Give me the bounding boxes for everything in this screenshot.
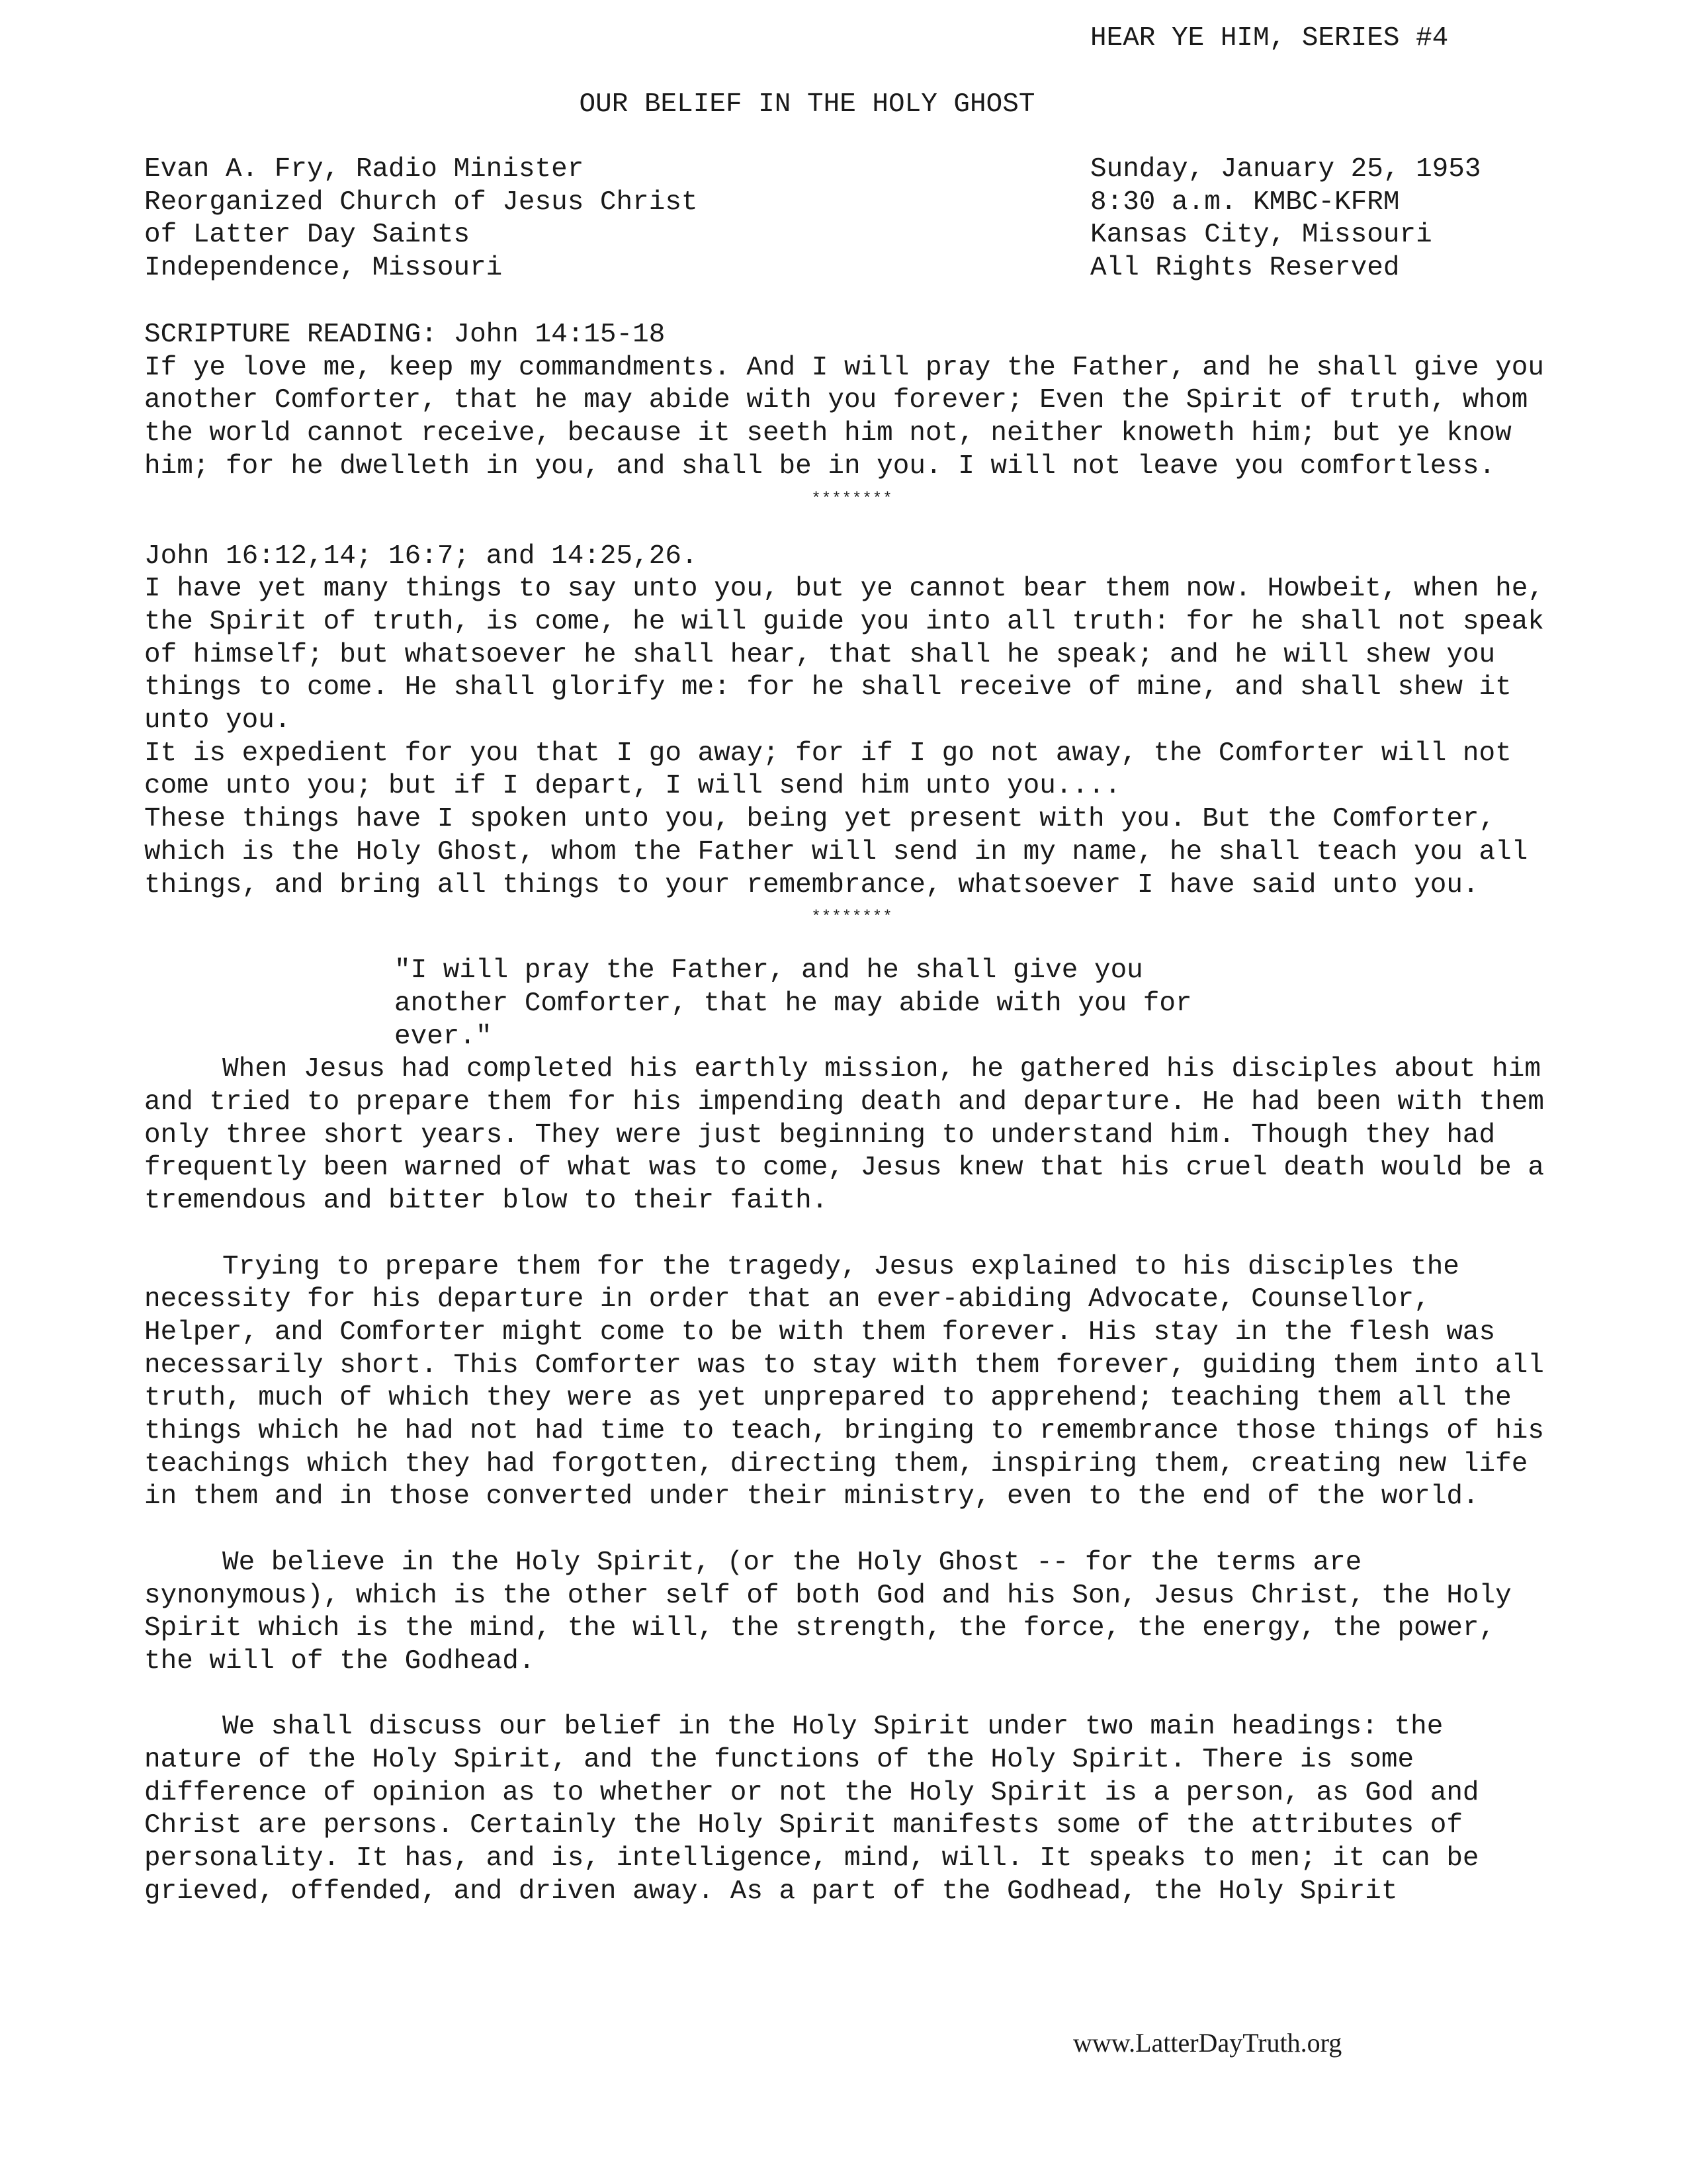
- broadcast-line: 8:30 a.m. KMBC-KFRM: [1090, 187, 1400, 218]
- body-paragraph: Trying to prepare them for the tragedy, Jesus explained to his disciples the necessity for his departure in order that an ever-abiding Advocate, Counsellor, Helper, and Comforter might come to be with them forever. His stay in the flesh was necessarily short. This Comforter was to stay with them forever, guiding them into all truth, much of which they were as yet unprepared to apprehend; teaching them all the things which he had not had time to teach, bringing to remembrance those things of his teachings which they had forgotten, directing them, inspiring them, creating new life in them and in those converted under their ministry, even to the end of the world.: [144, 1251, 1544, 1512]
- scripture-reading-2: [144, 541, 1547, 902]
- key-quote: "I will pray the Father, and he shall give you another Comforter, that he may abide with you for ever.": [394, 955, 1192, 1052]
- scripture-label: SCRIPTURE READING: John 14:15-18: [144, 320, 666, 350]
- author-block: [144, 153, 698, 284]
- scripture-text: If ye love me, keep my commandments. And I will pray the Father, and he shall give you another Comforter, that he may abide with you forever; Even the Spirit of truth, whom the world cannot receive, because it seeth him not, neither knoweth him; but ye know him; for he dwelleth in you, and shall be in you. I will not leave you comfortless.: [144, 352, 1544, 482]
- broadcast-line: Sunday, January 25, 1953: [1090, 154, 1481, 185]
- broadcast-line: All Rights Reserved: [1090, 252, 1400, 283]
- author-line: of Latter Day Saints: [144, 220, 470, 250]
- broadcast-block: [1090, 153, 1481, 284]
- scripture-label: John 16:12,14; 16:7; and 14:25,26.: [144, 541, 698, 572]
- author-line: Evan A. Fry, Radio Minister: [144, 154, 584, 185]
- author-line: Reorganized Church of Jesus Christ: [144, 187, 698, 218]
- sermon-title: OUR BELIEF IN THE HOLY GHOST: [579, 89, 1035, 120]
- scripture-paragraph: It is expedient for you that I go away; for if I go not away, the Comforter will not come unto you; but if I depart, I will send him unto you....: [144, 738, 1512, 802]
- scripture-paragraph: These things have I spoken unto you, being yet present with you. But the Comforter, which is the Holy Ghost, whom the Father will send in my name, he shall teach you all things, and bring all things to your remembrance, whatsoever I have said unto you.: [144, 804, 1528, 900]
- scripture-reading-1: [144, 319, 1547, 484]
- author-line: Independence, Missouri: [144, 252, 503, 283]
- broadcast-line: Kansas City, Missouri: [1090, 220, 1432, 250]
- section-separator: ********: [811, 908, 893, 927]
- series-heading: HEAR YE HIM, SERIES #4: [1090, 23, 1449, 54]
- website-footer: www.LatterDayTruth.org: [1073, 2028, 1342, 2058]
- body-paragraph: When Jesus had completed his earthly mission, he gathered his disciples about him and tried to prepare them for his impending death and departure. He had been with them only three short years. They were just beginning to understand him. Though they had frequently been warned of what was to come, Jesus knew that his cruel death would be a tremendous and bitter blow to their faith.: [144, 1054, 1544, 1217]
- body-paragraph: We believe in the Holy Spirit, (or the Holy Ghost -- for the terms are synonymous), which is the other self of both God and his Son, Jesus Christ, the Holy Spirit which is the mind, the will, the strength, the force, the energy, the power, the will of the Godhead.: [144, 1547, 1512, 1677]
- document-body: [144, 319, 1547, 1909]
- scripture-paragraph: I have yet many things to say unto you, but ye cannot bear them now. Howbeit, when he, the Spirit of truth, is come, he will guide you into all truth: for he shall not speak of himself; but whatsoever he shall hear, that shall he speak; and he will shew you things to come. He shall glorify me: for he shall receive of mine, and shall shew it unto you.: [144, 574, 1544, 736]
- section-separator: ********: [811, 490, 893, 508]
- body-paragraph: We shall discuss our belief in the Holy Spirit under two main headings: the nature of the Holy Spirit, and the functions of the Holy Spirit. There is some difference of opinion as to whether or not the Holy Spirit is a person, as God and Christ are persons. Certainly the Holy Spirit manifests some of the attributes of personality. It has, and is, intelligence, mind, will. It speaks to men; it can be grieved, offended, and driven away. As a part of the Godhead, the Holy Spirit: [144, 1712, 1479, 1907]
